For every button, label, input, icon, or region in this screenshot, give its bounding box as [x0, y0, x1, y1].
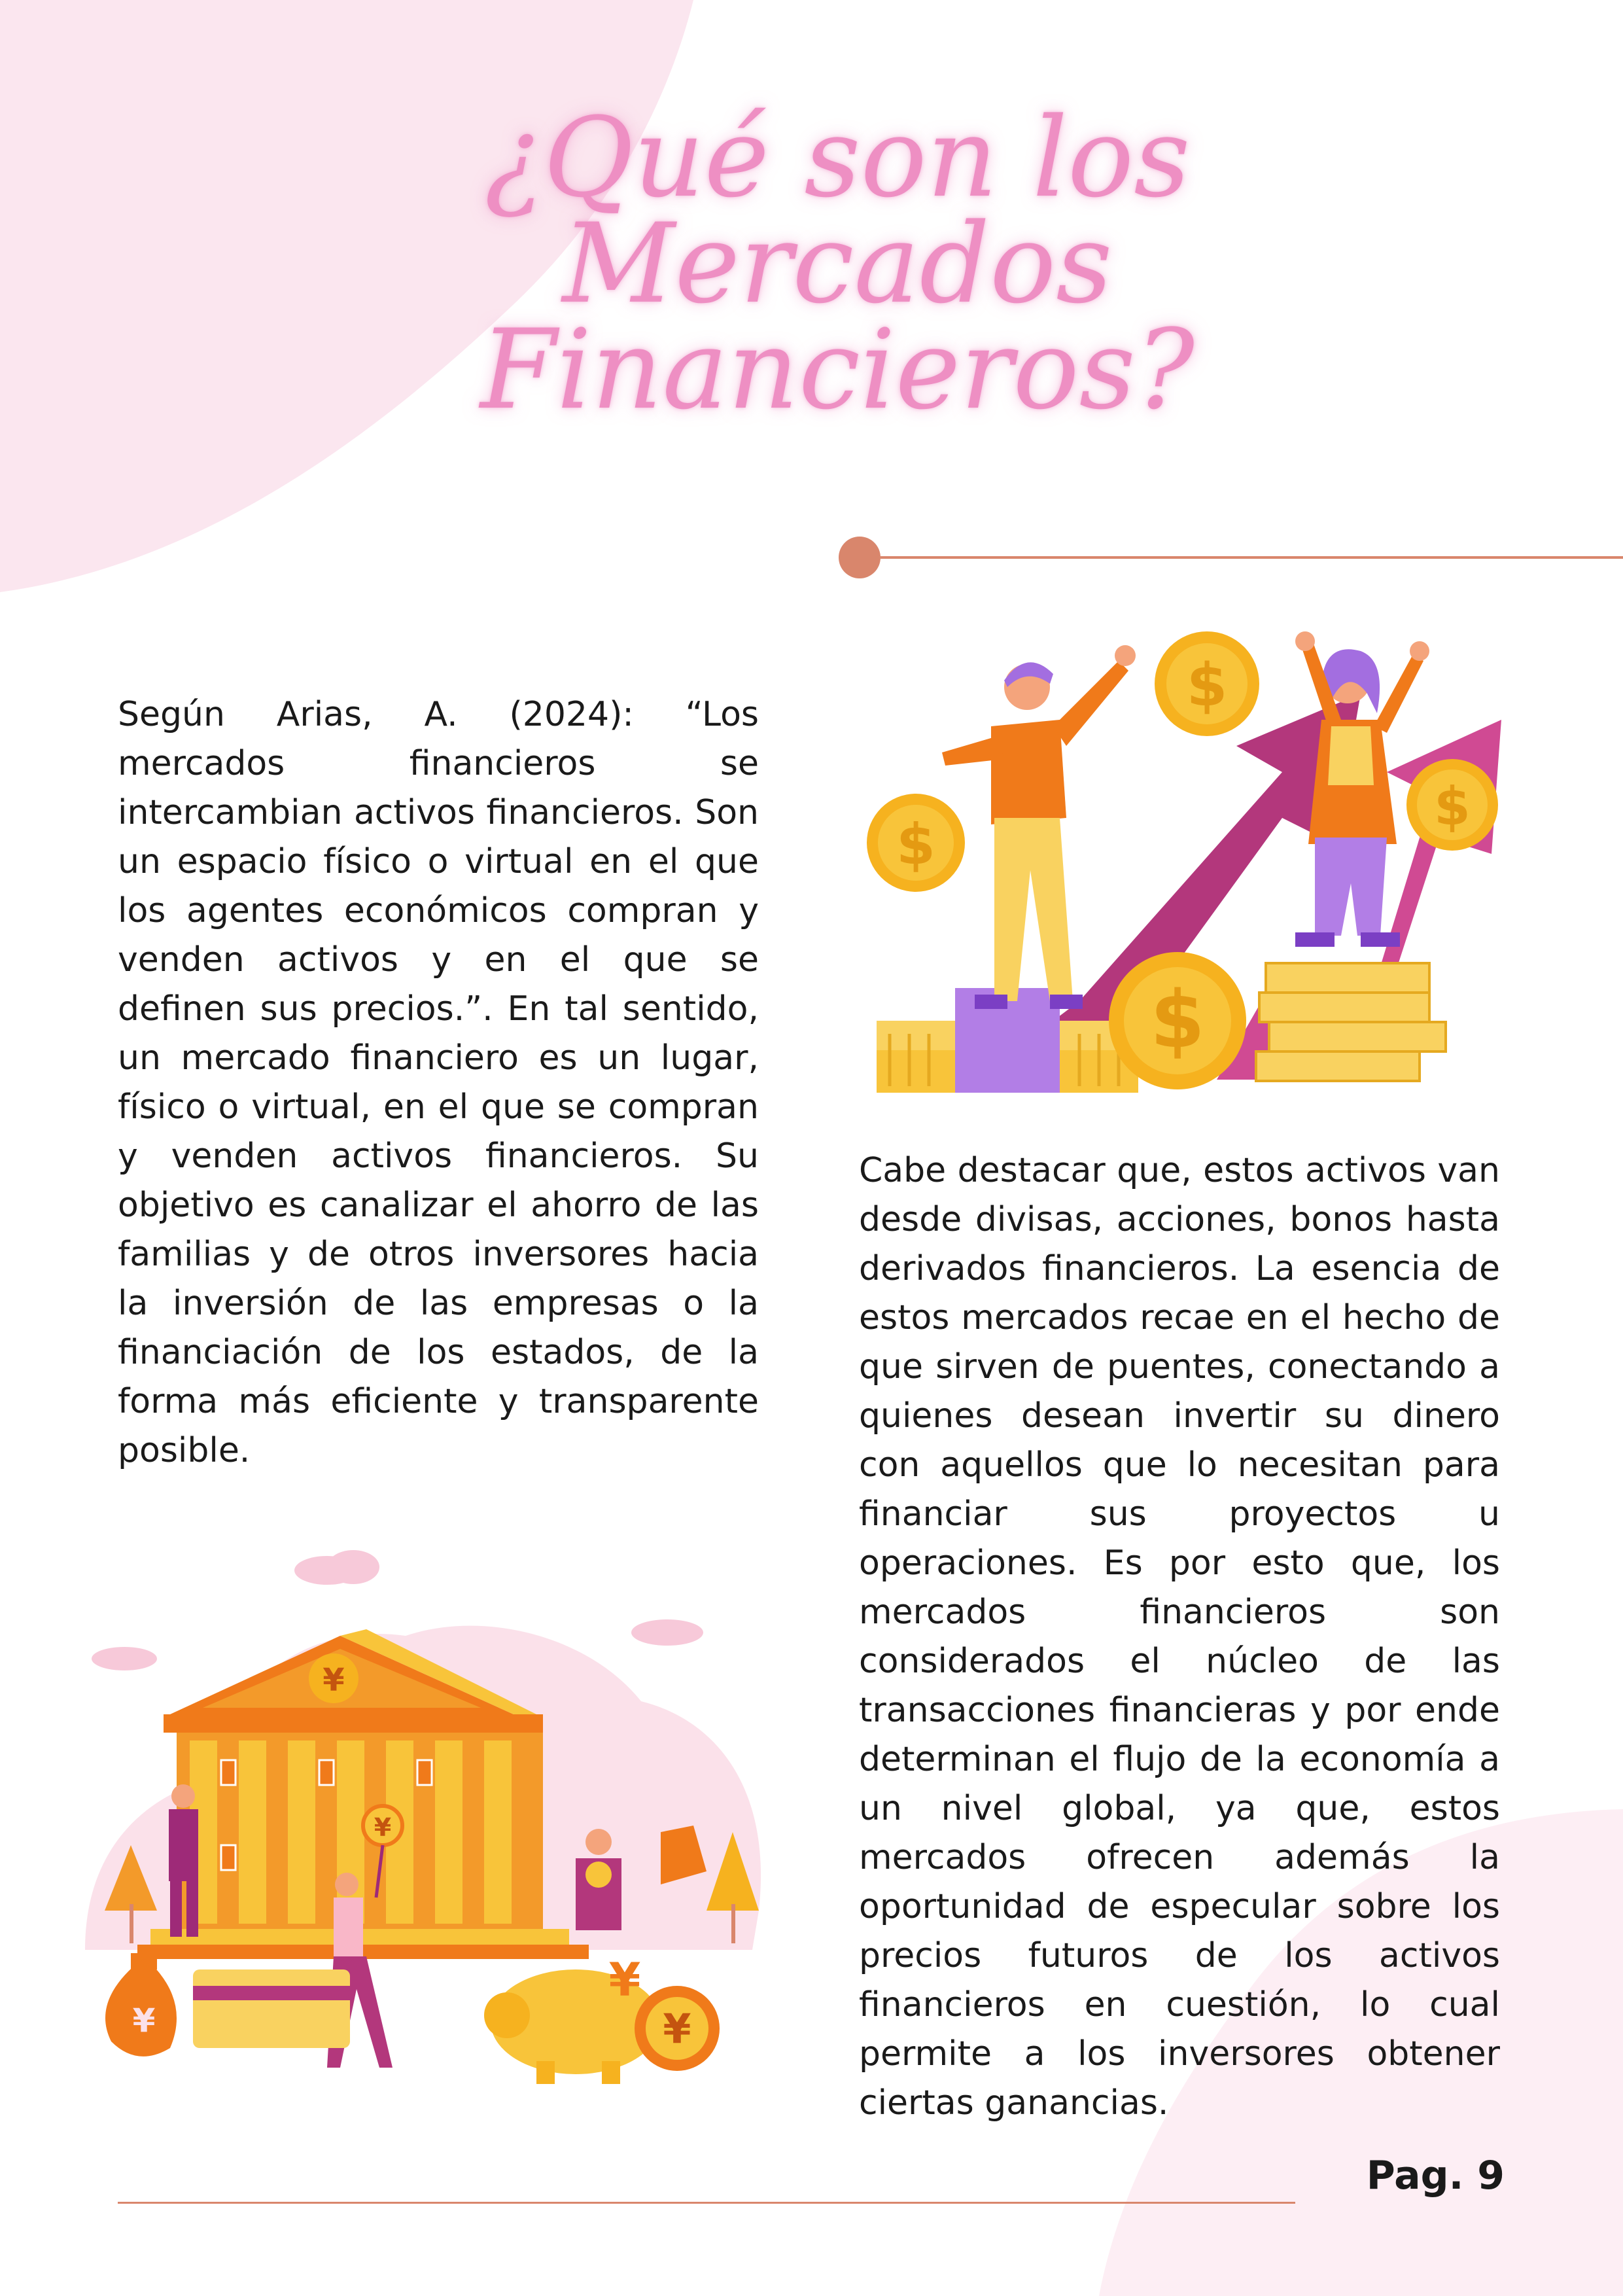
yen-icon: ¥ [663, 2005, 691, 2053]
bank-illustration [79, 1544, 792, 2087]
yen-icon: ¥ [374, 1813, 392, 1842]
money-bag-icon [105, 1953, 177, 2057]
yen-icon: ¥ [323, 1662, 345, 1699]
piggy-bank-icon [484, 1953, 720, 2084]
title-divider [831, 529, 1623, 581]
person-man-icon [942, 645, 1136, 1009]
yen-icon: ¥ [608, 1953, 641, 2007]
paragraph-description: Cabe destacar que, estos activos van desde divisas, acciones, bonos hasta derivados financieros. La esencia de estos mercados recae en el hecho de que sirven de puentes, conectando a quienes desean invertir su dinero con aquellos que lo necesitan para financiar sus proyectos u operaciones. Es por esto que, los mercados financieros son considerados el núcleo de las transacciones financieras y por ende determinan el flujo de la economía a un nivel global, ya que, estos mercados ofrecen además la oportunidad de especular sobre los precios futuros de los activos financieros en cuestión, lo cual permite a los inversores obtener ciertas ganancias. [859, 1151, 1500, 2123]
dollar-icon: $ [1150, 975, 1205, 1066]
financial-growth-illustration [864, 622, 1518, 1099]
paragraph-definition: Según Arias, A. (2024): “Los mercados financieros se intercambian activos financieros. Son un espacio físico o virtual en el que los agentes económicos compran y venden activos y en el que se definen sus precios.”. En tal sentido, un mercado financiero es un lugar, físico o virtual, en el que se compran y venden activos financieros. Su objetivo es canalizar el ahorro de las familias y de otros inversores hacia la inversión de las empresas o la financiación de los estados, de la forma más eficiente y transparente posible. [118, 695, 759, 1470]
dollar-icon: $ [1186, 651, 1228, 720]
page-title: ¿Qué son los Mercados Financieros? [480, 94, 1195, 434]
footer-divider [118, 2202, 1295, 2204]
page-number: Pag. 9 [1366, 2153, 1505, 2199]
dollar-icon: $ [896, 812, 935, 877]
yen-icon: ¥ [132, 2002, 156, 2040]
dollar-icon: $ [1434, 776, 1471, 837]
